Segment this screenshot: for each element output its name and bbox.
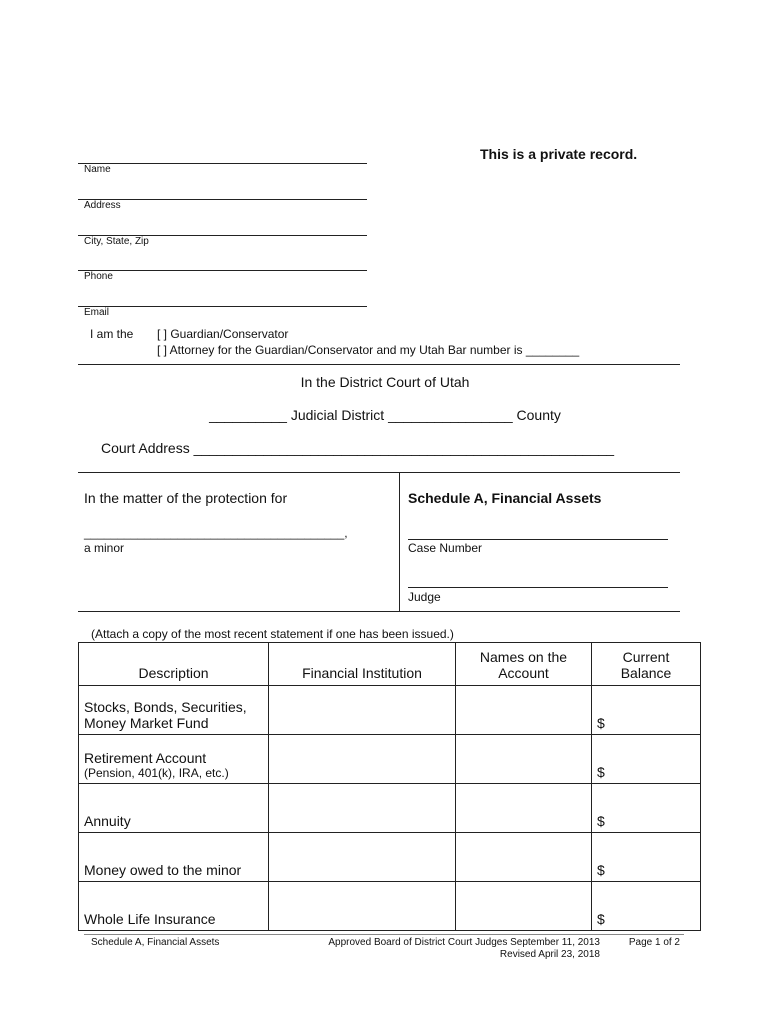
city-state-zip-label: City, State, Zip <box>84 236 149 247</box>
balance-cell[interactable]: $ <box>592 833 701 882</box>
financial-assets-table <box>78 642 701 931</box>
header-financial-institution: Financial Institution <box>269 643 456 686</box>
footer-approved: Approved Board of District Court Judges September 11, 2013 <box>328 937 600 948</box>
row-description: Whole Life Insurance <box>79 882 269 931</box>
divider <box>78 611 680 612</box>
email-label: Email <box>84 307 110 318</box>
role-label: I am the <box>90 327 134 341</box>
case-number-label: Case Number <box>408 541 483 555</box>
balance-cell[interactable]: $ <box>592 686 701 735</box>
row-description-sub: (Pension, 401(k), IRA, etc.) <box>84 766 229 780</box>
table-row <box>79 784 701 833</box>
table-header-row <box>79 643 701 686</box>
row-description: Annuity <box>79 784 269 833</box>
divider <box>78 472 680 473</box>
address-line[interactable] <box>78 199 367 200</box>
phone-label: Phone <box>84 271 113 282</box>
attach-note: (Attach a copy of the most recent statement if one has been issued.) <box>91 627 454 641</box>
table-row <box>79 882 701 931</box>
matter-label: In the matter of the protection for <box>84 490 288 506</box>
name-line[interactable] <box>78 163 367 164</box>
institution-cell[interactable] <box>269 882 456 931</box>
table-row <box>79 833 701 882</box>
footer-form-name: Schedule A, Financial Assets <box>91 937 220 948</box>
judicial-district-line[interactable]: __________ Judicial District ________________ County <box>209 407 561 423</box>
divider <box>78 364 680 365</box>
institution-cell[interactable] <box>269 833 456 882</box>
row-description <box>79 735 269 784</box>
role-option-attorney[interactable]: [ ] Attorney for the Guardian/Conservator and my Utah Bar number is ________ <box>157 343 580 357</box>
names-cell[interactable] <box>456 735 592 784</box>
names-cell[interactable] <box>456 784 592 833</box>
institution-cell[interactable] <box>269 686 456 735</box>
schedule-title: Schedule A, Financial Assets <box>408 490 602 506</box>
names-cell[interactable] <box>456 686 592 735</box>
court-address-line[interactable]: Court Address ______________________________________________________ <box>101 440 615 456</box>
private-record-notice: This is a private record. <box>480 146 638 162</box>
row-description: Money owed to the minor <box>79 833 269 882</box>
row-description: Stocks, Bonds, Securities, Money Market Fund <box>79 686 269 735</box>
address-label: Address <box>84 200 121 211</box>
names-cell[interactable] <box>456 882 592 931</box>
phone-line[interactable] <box>78 270 367 271</box>
row-description-main: Retirement Account <box>84 750 207 766</box>
minor-name-line[interactable]: _______________________________________, <box>84 526 348 540</box>
table-row <box>79 686 701 735</box>
names-cell[interactable] <box>456 833 592 882</box>
institution-cell[interactable] <box>269 784 456 833</box>
judge-line[interactable] <box>408 587 668 588</box>
email-line[interactable] <box>78 306 367 307</box>
footer-rule <box>84 934 684 935</box>
header-current-balance: Current Balance <box>592 643 701 686</box>
caption-divider <box>399 472 400 611</box>
name-label: Name <box>84 164 111 175</box>
balance-cell[interactable]: $ <box>592 882 701 931</box>
judge-label: Judge <box>408 590 441 604</box>
header-description: Description <box>79 643 269 686</box>
minor-label: a minor <box>84 541 125 555</box>
court-title: In the District Court of Utah <box>300 374 470 390</box>
footer-page-number: Page 1 of 2 <box>628 937 680 948</box>
table-row <box>79 735 701 784</box>
institution-cell[interactable] <box>269 735 456 784</box>
balance-cell[interactable]: $ <box>592 784 701 833</box>
balance-cell[interactable]: $ <box>592 735 701 784</box>
case-number-line[interactable] <box>408 539 668 540</box>
header-names-on-account: Names on the Account <box>456 643 592 686</box>
footer-revised: Revised April 23, 2018 <box>499 949 600 960</box>
role-option-guardian[interactable]: [ ] Guardian/Conservator <box>157 327 289 341</box>
